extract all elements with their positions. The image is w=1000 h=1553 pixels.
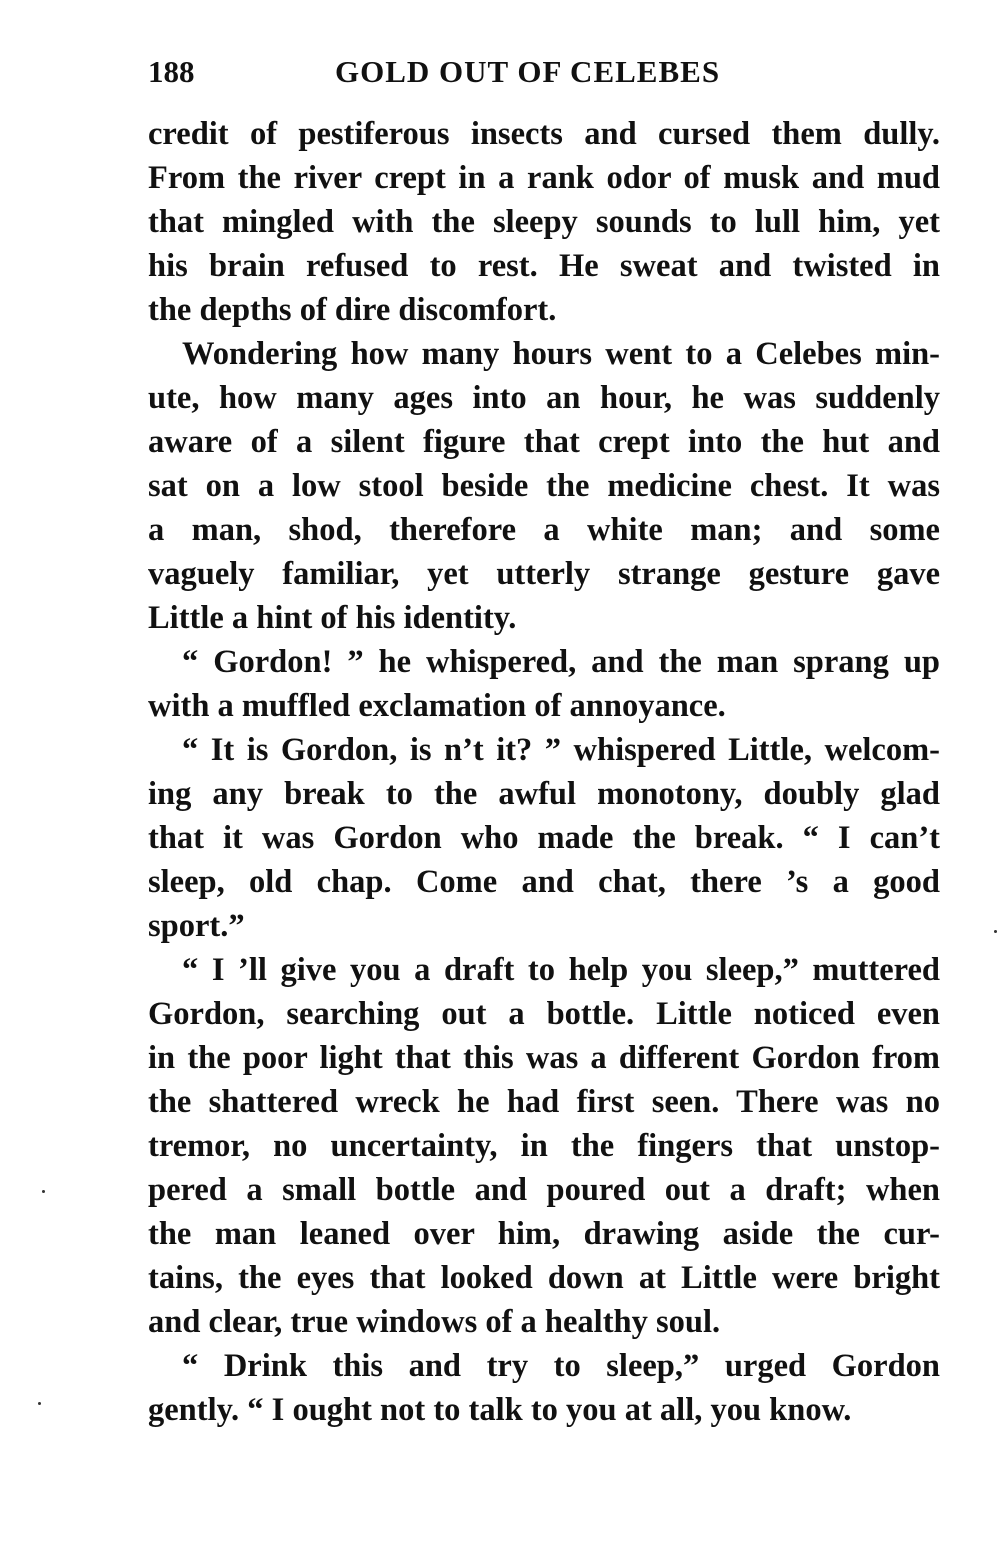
- running-head: GOLD OUT OF CELEBES: [335, 54, 721, 89]
- text-line: “ It is Gordon, is n’t it? ” whispered Little, welcom-: [182, 732, 940, 768]
- text-line: “ Gordon! ” he whispered, and the man sprang up: [182, 644, 940, 680]
- text-line: tains, the eyes that looked down at Little were bright: [148, 1260, 940, 1296]
- scan-speck: [42, 1190, 45, 1193]
- text-line: “ Drink this and try to sleep,” urged Gordon: [182, 1348, 940, 1384]
- page-number: 188: [148, 54, 195, 89]
- text-line: ute, how many ages into an hour, he was suddenly: [148, 380, 940, 416]
- paragraph-6: [148, 1344, 940, 1432]
- text-line: with a muffled exclamation of annoyance.: [148, 688, 726, 724]
- text-line: and clear, true windows of a healthy soul.: [148, 1304, 721, 1340]
- text-line: From the river crept in a rank odor of musk and mud: [148, 160, 940, 196]
- text-line: in the poor light that this was a different Gordon from: [148, 1040, 940, 1076]
- text-line: sleep, old chap. Come and chat, there ’s a good: [148, 864, 940, 900]
- text-line: his brain refused to rest. He sweat and twisted in: [148, 248, 940, 284]
- text-line: tremor, no uncertainty, in the fingers that unstop-: [148, 1128, 940, 1164]
- text-line: vaguely familiar, yet utterly strange gesture gave: [148, 556, 940, 592]
- text-line: sport.”: [148, 908, 245, 944]
- text-line: Wondering how many hours went to a Celebes min-: [182, 336, 940, 372]
- text-line: “ I ’ll give you a draft to help you sleep,” muttered: [182, 952, 940, 988]
- scan-speck: [38, 1402, 41, 1405]
- text-line: aware of a silent figure that crept into the hut and: [148, 424, 940, 460]
- text-line: sat on a low stool beside the medicine chest. It was: [148, 468, 940, 504]
- body-text: [148, 112, 940, 1432]
- paragraph-1: [148, 112, 940, 332]
- paragraph-2: [148, 332, 940, 640]
- text-line: ing any break to the awful monotony, doubly glad: [148, 776, 940, 812]
- text-line: that it was Gordon who made the break. “ I can’t: [148, 820, 940, 856]
- text-line: Little a hint of his identity.: [148, 600, 517, 636]
- text-line: the shattered wreck he had first seen. There was no: [148, 1084, 940, 1120]
- text-line: credit of pestiferous insects and cursed them dully.: [148, 116, 940, 152]
- text-line: Gordon, searching out a bottle. Little noticed even: [148, 996, 940, 1032]
- scan-speck: [994, 930, 997, 933]
- paragraph-3: [148, 640, 940, 728]
- text-line: that mingled with the sleepy sounds to lull him, yet: [148, 204, 940, 240]
- text-line: a man, shod, therefore a white man; and some: [148, 512, 940, 548]
- text-line: the depths of dire discomfort.: [148, 292, 557, 328]
- paragraph-5: [148, 948, 940, 1344]
- text-line: pered a small bottle and poured out a draft; when: [148, 1172, 940, 1208]
- text-line: gently. “ I ought not to talk to you at all, you know.: [148, 1392, 852, 1428]
- paragraph-4: [148, 728, 940, 948]
- page-header: [148, 54, 940, 94]
- text-line: the man leaned over him, drawing aside the cur-: [148, 1216, 940, 1252]
